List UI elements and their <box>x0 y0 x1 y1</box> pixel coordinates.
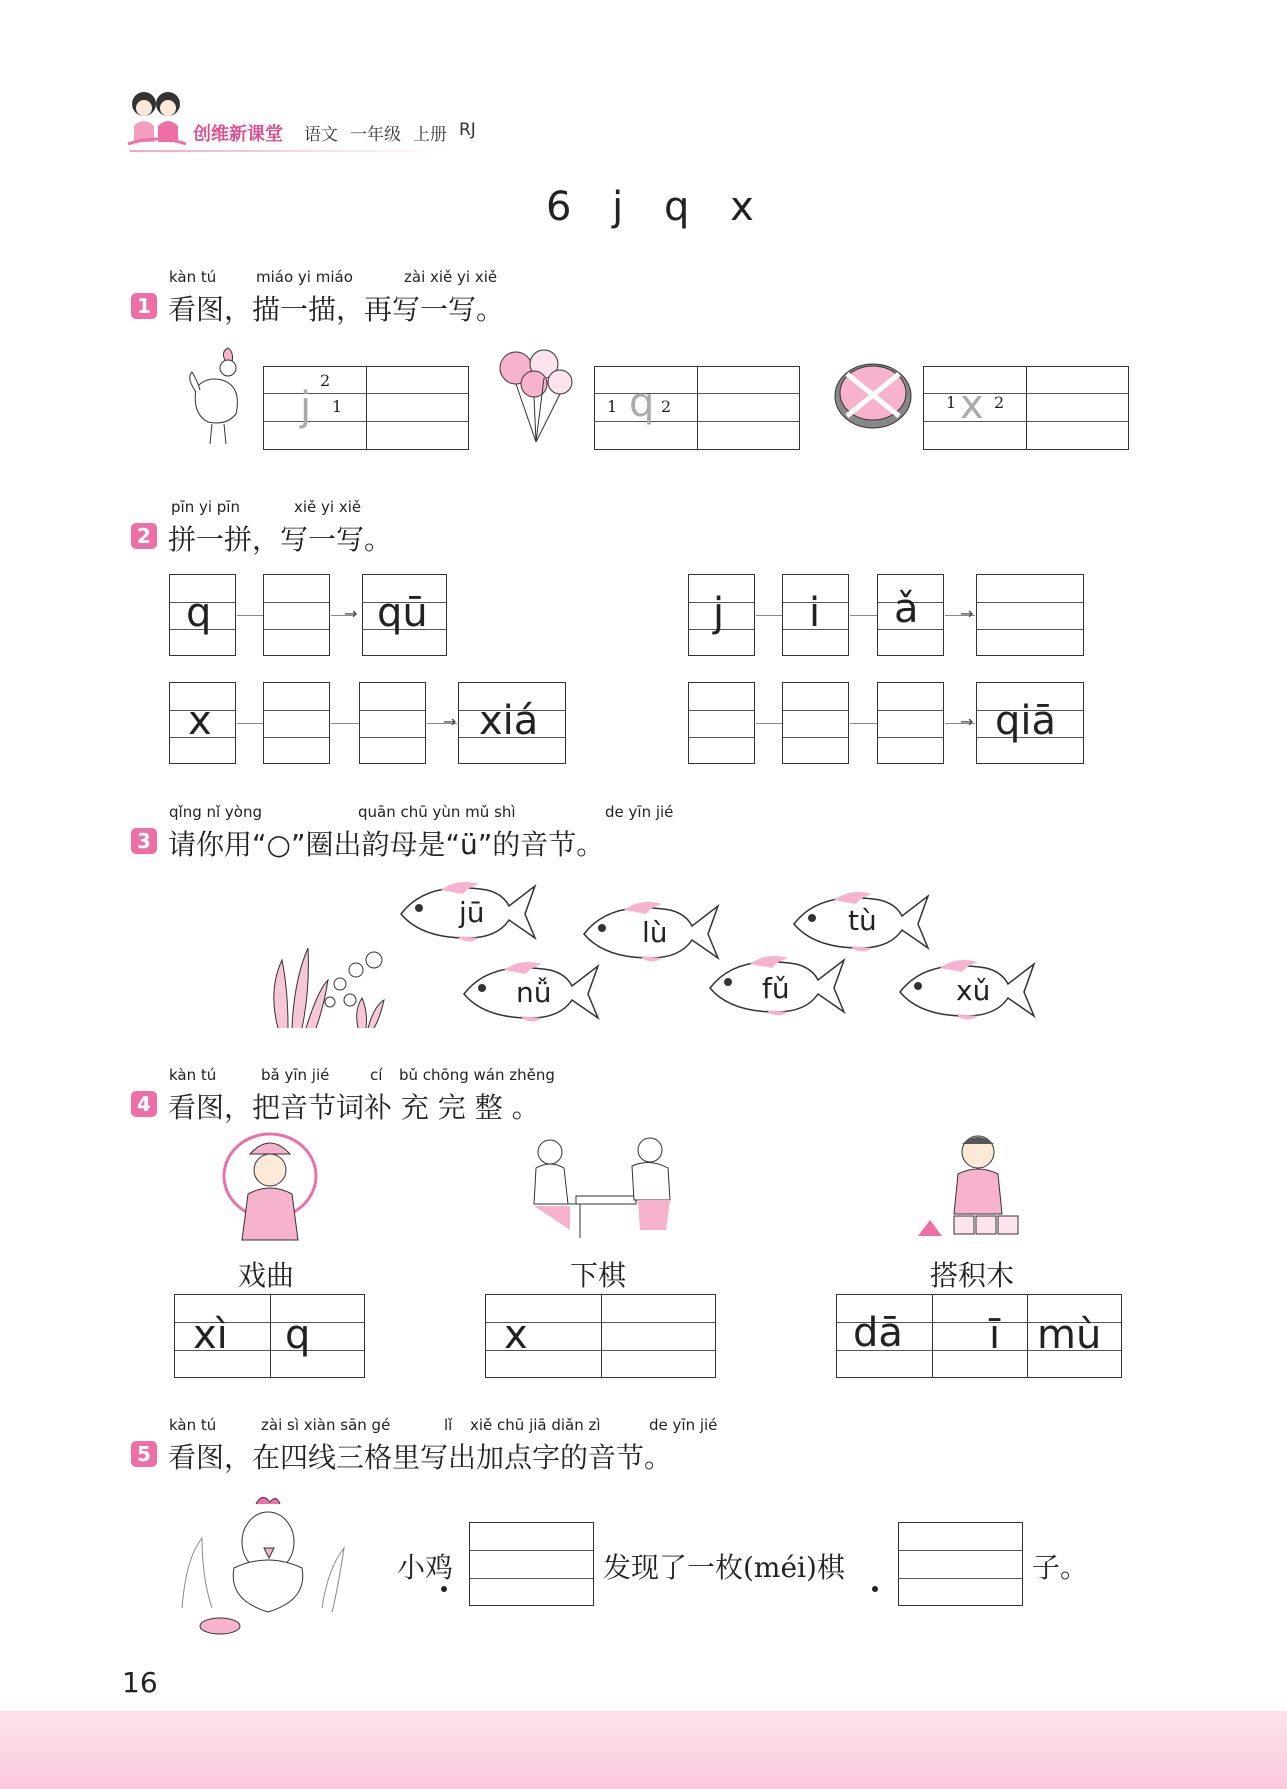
fish-2-label: lù <box>642 916 668 949</box>
fish-3[interactable] <box>790 886 932 956</box>
connector <box>850 723 877 724</box>
q1-grid-j[interactable] <box>263 366 469 450</box>
q2-r1r-box-2[interactable]: i <box>782 574 849 656</box>
footer-band <box>0 1711 1287 1789</box>
edition: RJ <box>459 120 476 140</box>
brand-name: 创维新课堂 <box>193 124 283 145</box>
stroke-number: 1 <box>946 393 957 412</box>
stroke-number: 2 <box>320 371 331 390</box>
trace-x: x <box>960 382 984 428</box>
q2-r2r-answer[interactable]: qiā <box>976 682 1084 764</box>
q1-instruction: 看图，描一描，再写一写。 <box>168 293 505 326</box>
volume: 上册 <box>413 125 447 145</box>
emphasis-dot <box>872 1586 878 1592</box>
connector <box>756 723 782 724</box>
header-meta <box>304 120 476 145</box>
q2-r2r-box-2[interactable] <box>782 682 849 764</box>
q5-instruction: 看图，在四线三格里写出加点字的音节。 <box>168 1441 673 1474</box>
rooster-image <box>186 336 250 452</box>
chick-image <box>172 1488 352 1638</box>
fish-1[interactable] <box>397 876 539 946</box>
fish-6-label: xǔ <box>956 974 991 1007</box>
trace-q: q <box>629 380 655 426</box>
q4-grid-2[interactable]: x <box>485 1294 716 1378</box>
fish-6[interactable] <box>896 954 1038 1024</box>
q2-r2r-box-3[interactable] <box>877 682 944 764</box>
q2-r1l-box-1[interactable]: q <box>169 574 236 656</box>
q2-r1r-box-1[interactable]: j <box>688 574 755 656</box>
q2-r2l-box-1[interactable]: x <box>169 682 236 764</box>
word-label-2: 下棋 <box>570 1259 627 1292</box>
stroke-number: 1 <box>332 397 343 416</box>
sentence-part-1: 小鸡 <box>397 1551 454 1584</box>
q5-number: 5 <box>131 1441 157 1467</box>
fish-5[interactable] <box>706 950 848 1020</box>
q1-grid-x[interactable] <box>923 366 1129 450</box>
header-divider <box>130 150 450 152</box>
connector <box>850 615 877 616</box>
q3-instruction: 请你用“○”圈出韵母是“ü”的音节。 <box>168 828 605 861</box>
q2-r1r-box-3[interactable]: ǎ <box>877 574 944 656</box>
q4-grid-1[interactable]: xì q <box>174 1294 365 1378</box>
q2-r1l-box-2[interactable] <box>263 574 330 656</box>
fish-5-label: fǔ <box>762 972 790 1005</box>
fish-4[interactable] <box>460 956 602 1026</box>
q2-r2l-box-2[interactable] <box>263 682 330 764</box>
q2-r2l-box-3[interactable] <box>359 682 426 764</box>
stroke-number: 1 <box>607 397 618 416</box>
header-mascot <box>126 86 188 148</box>
seaweed-image <box>258 940 398 1030</box>
grade: 一年级 <box>350 125 401 145</box>
q5-grid-1[interactable] <box>469 1522 594 1606</box>
arrow-icon: → <box>960 712 974 731</box>
arrow-icon: → <box>344 604 358 623</box>
q3-pinyin-3: de yīn jié <box>605 803 674 821</box>
q4-pinyin-3: cí <box>370 1066 383 1084</box>
arrow-icon: → <box>443 712 457 731</box>
word-label-1: 戏曲 <box>238 1259 295 1292</box>
trace-j: j <box>300 384 312 430</box>
q2-instruction: 拼一拼，写一写。 <box>168 523 393 556</box>
q5-pinyin-5: de yīn jié <box>649 1416 718 1434</box>
q4-pinyin-4: bǔ chōng wán zhěng <box>399 1066 555 1084</box>
q4-instruction: 看图，把音节词补 充 完 整 。 <box>168 1091 540 1124</box>
q2-pinyin-2: xiě yi xiě <box>294 498 362 516</box>
q5-pinyin-3: lǐ <box>444 1416 453 1434</box>
q5-grid-2[interactable] <box>898 1522 1023 1606</box>
arrow-icon: → <box>960 604 974 623</box>
connector <box>331 723 359 724</box>
q2-r1r-answer[interactable] <box>976 574 1084 656</box>
q3-pinyin-2: quān chū yùn mǔ shì <box>358 803 516 821</box>
q5-pinyin-4: xiě chū jiā diǎn zì <box>470 1416 601 1434</box>
lesson-title: 6 j q x <box>546 184 768 230</box>
fish-3-label: tù <box>848 904 877 937</box>
q2-r2r-box-1[interactable] <box>688 682 755 764</box>
watermelon-image <box>833 360 913 432</box>
q3-pinyin-1: qǐng nǐ yòng <box>169 803 263 821</box>
stroke-number: 2 <box>994 393 1005 412</box>
word-label-3: 搭积木 <box>930 1259 1015 1292</box>
q1-pinyin-2: miáo yi miáo <box>256 268 353 286</box>
connector <box>237 615 263 616</box>
q3-number: 3 <box>131 828 157 854</box>
sentence-part-3: 子。 <box>1032 1551 1089 1584</box>
fish-4-label: nǚ <box>516 976 552 1009</box>
page-number: 16 <box>122 1666 158 1699</box>
q4-grid-3[interactable]: dā ī mù <box>836 1294 1122 1378</box>
chess-players-image <box>520 1134 686 1242</box>
child-blocks-image <box>914 1130 1034 1240</box>
fish-1-label: jū <box>459 896 485 929</box>
q1-number: 1 <box>131 293 157 319</box>
subject: 语文 <box>304 125 338 145</box>
q5-pinyin-1: kàn tú <box>169 1416 217 1434</box>
q4-number: 4 <box>131 1091 157 1117</box>
stroke-number: 2 <box>661 397 672 416</box>
q2-r1l-answer[interactable]: qū <box>362 574 447 656</box>
connector <box>756 615 782 616</box>
balloons-image <box>496 346 576 446</box>
q2-number: 2 <box>131 523 157 549</box>
q5-pinyin-2: zài sì xiàn sān gé <box>261 1416 391 1434</box>
q1-pinyin-1: kàn tú <box>169 268 217 286</box>
q1-grid-q[interactable] <box>594 366 800 450</box>
emphasis-dot <box>441 1586 447 1592</box>
q1-pinyin-3: zài xiě yi xiě <box>404 268 498 286</box>
q2-pinyin-1: pīn yi pīn <box>171 498 240 516</box>
opera-girl-image <box>218 1132 322 1242</box>
q4-pinyin-1: kàn tú <box>169 1066 217 1084</box>
q2-r2l-answer[interactable]: xiá <box>458 682 566 764</box>
sentence-part-2: 发现了一枚(méi)棋 <box>603 1551 845 1584</box>
connector <box>237 723 263 724</box>
q4-pinyin-2: bǎ yīn jié <box>261 1066 330 1084</box>
